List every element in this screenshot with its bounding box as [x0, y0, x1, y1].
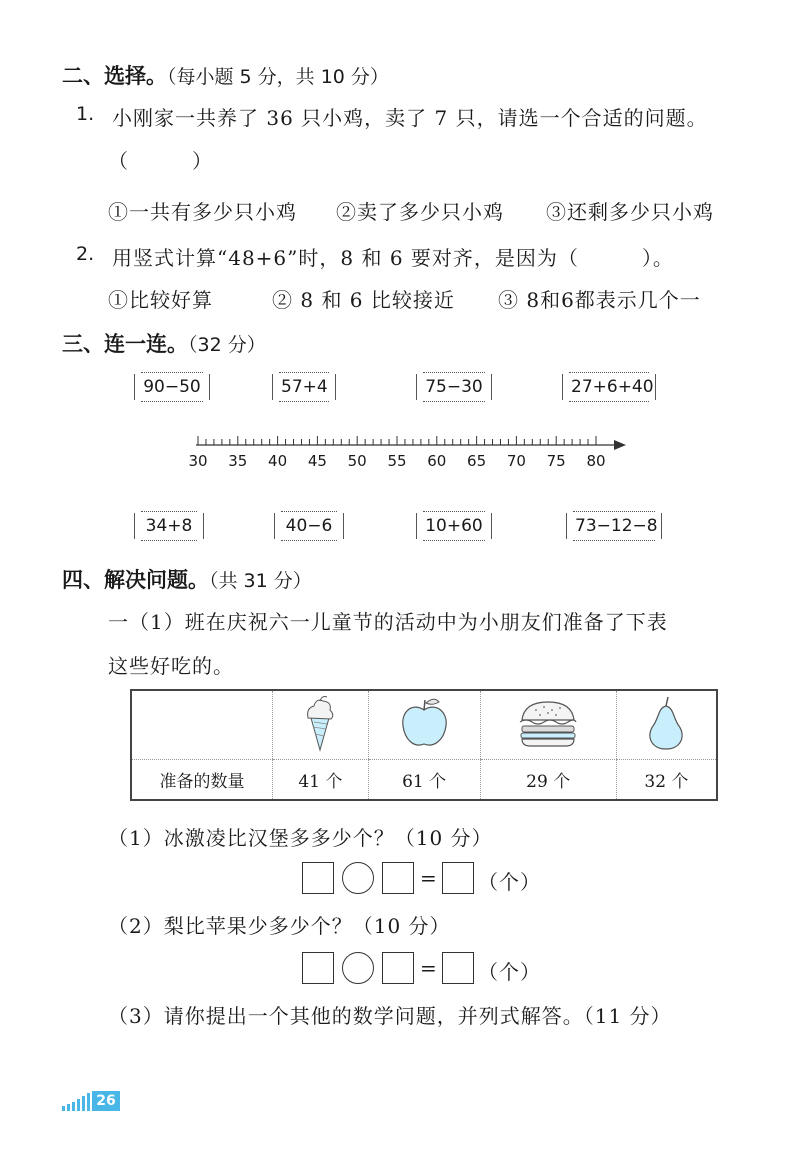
- subq2-operand1-box[interactable]: [302, 952, 334, 984]
- number-line-label: 55: [387, 452, 407, 470]
- subq2-equals-sign: =: [420, 956, 438, 980]
- q1-option-2[interactable]: ②卖了多少只小鸡: [336, 200, 504, 224]
- signal-bars-icon: [60, 1093, 92, 1111]
- hamburger-icon: [516, 698, 580, 748]
- subq2-operand2-box[interactable]: [382, 952, 414, 984]
- number-line-label: 65: [467, 452, 487, 470]
- apple-icon: [398, 696, 450, 750]
- number-line-label: 30: [188, 452, 208, 470]
- ice-cream-count: 41 个: [273, 760, 369, 801]
- page-number: 26: [92, 1091, 120, 1111]
- subq1-operand1-box[interactable]: [302, 862, 334, 894]
- q2-option-3[interactable]: ③ 8和6都表示几个一: [498, 288, 701, 312]
- subq1-text: （1）冰激凌比汉堡多多少个？（10 分）: [108, 826, 493, 850]
- top-card-2[interactable]: 57+4: [272, 374, 336, 400]
- number-line-label: 60: [427, 452, 447, 470]
- problem-intro-line2: 这些好吃的。: [108, 654, 234, 678]
- section4-heading: [62, 564, 312, 594]
- section2-heading: [62, 60, 389, 90]
- number-line-label: 40: [268, 452, 288, 470]
- number-line-label: 45: [307, 452, 327, 470]
- bottom-card-2[interactable]: 40−6: [274, 513, 344, 539]
- number-line-ticks: [198, 436, 596, 445]
- bottom-card-4[interactable]: 73−12−8: [566, 513, 662, 539]
- section2-points: （每小题 5 分，共 10 分）: [167, 66, 389, 88]
- ice-cream-icon: [300, 694, 340, 752]
- food-counts-row: [131, 760, 717, 801]
- apple-cell: [368, 690, 480, 760]
- top-card-1[interactable]: 90−50: [134, 374, 210, 400]
- number-line-label: 50: [347, 452, 367, 470]
- subq1-operand2-box[interactable]: [382, 862, 414, 894]
- subq2-operator-circle[interactable]: [342, 952, 374, 984]
- table-corner-cell: [131, 690, 273, 760]
- q1-option-1[interactable]: ①一共有多少只小鸡: [108, 200, 297, 224]
- subq2-unit: （个）: [478, 960, 541, 984]
- number-line: [0, 425, 800, 455]
- number-line-label: 75: [546, 452, 566, 470]
- problem-intro-line1: 一（1）班在庆祝六一儿童节的活动中为小朋友们准备了下表: [108, 610, 668, 634]
- q2-number: 2.: [76, 243, 95, 265]
- pear-icon: [643, 694, 689, 752]
- food-icons-row: [131, 690, 717, 760]
- pear-count: 32 个: [616, 760, 717, 801]
- bottom-card-3[interactable]: 10+60: [416, 513, 492, 539]
- q1-number: 1.: [76, 103, 95, 125]
- section3-points: （32 分）: [188, 334, 266, 356]
- subq1-result-box[interactable]: [442, 862, 474, 894]
- row-label: 准备的数量: [159, 772, 245, 792]
- section3-heading: [62, 328, 266, 358]
- top-card-4[interactable]: 27+6+40: [562, 374, 656, 400]
- q1-answer-blank[interactable]: （ ）: [108, 149, 213, 173]
- section3-title: 三、连一连。: [62, 332, 188, 356]
- subq1-unit: （个）: [478, 870, 541, 894]
- number-line-label: 35: [228, 452, 248, 470]
- q1-option-3[interactable]: ③还剩多少只小鸡: [546, 200, 714, 224]
- hamburger-cell: [480, 690, 616, 760]
- number-line-label: 80: [586, 452, 606, 470]
- q2-text: 用竖式计算“48+6”时，8 和 6 要对齐，是因为（ ）。: [112, 246, 674, 270]
- section4-title: 四、解决问题。: [62, 568, 209, 592]
- apple-count: 61 个: [368, 760, 480, 801]
- section2-title: 二、选择。: [62, 64, 167, 88]
- q2-option-2[interactable]: ② 8 和 6 比较接近: [272, 288, 455, 312]
- section4-points: （共 31 分）: [209, 570, 312, 592]
- subq2-text: （2）梨比苹果少多少个？（10 分）: [108, 914, 451, 938]
- number-line-label: 70: [506, 452, 526, 470]
- subq3-text: （3）请你提出一个其他的数学问题，并列式解答。（11 分）: [108, 1004, 672, 1028]
- subq1-operator-circle[interactable]: [342, 862, 374, 894]
- q1-text: 小刚家一共养了 36 只小鸡，卖了 7 只，请选一个合适的问题。: [112, 106, 708, 130]
- subq2-result-box[interactable]: [442, 952, 474, 984]
- food-table: [130, 689, 718, 801]
- top-card-3[interactable]: 75−30: [416, 374, 492, 400]
- subq1-equals-sign: =: [420, 866, 438, 890]
- hamburger-count: 29 个: [480, 760, 616, 801]
- bottom-card-1[interactable]: 34+8: [134, 513, 204, 539]
- ice-cream-cell: [273, 690, 369, 760]
- pear-cell: [616, 690, 717, 760]
- number-line-arrow-icon: [614, 440, 626, 450]
- q2-option-1[interactable]: ①比较好算: [108, 288, 213, 312]
